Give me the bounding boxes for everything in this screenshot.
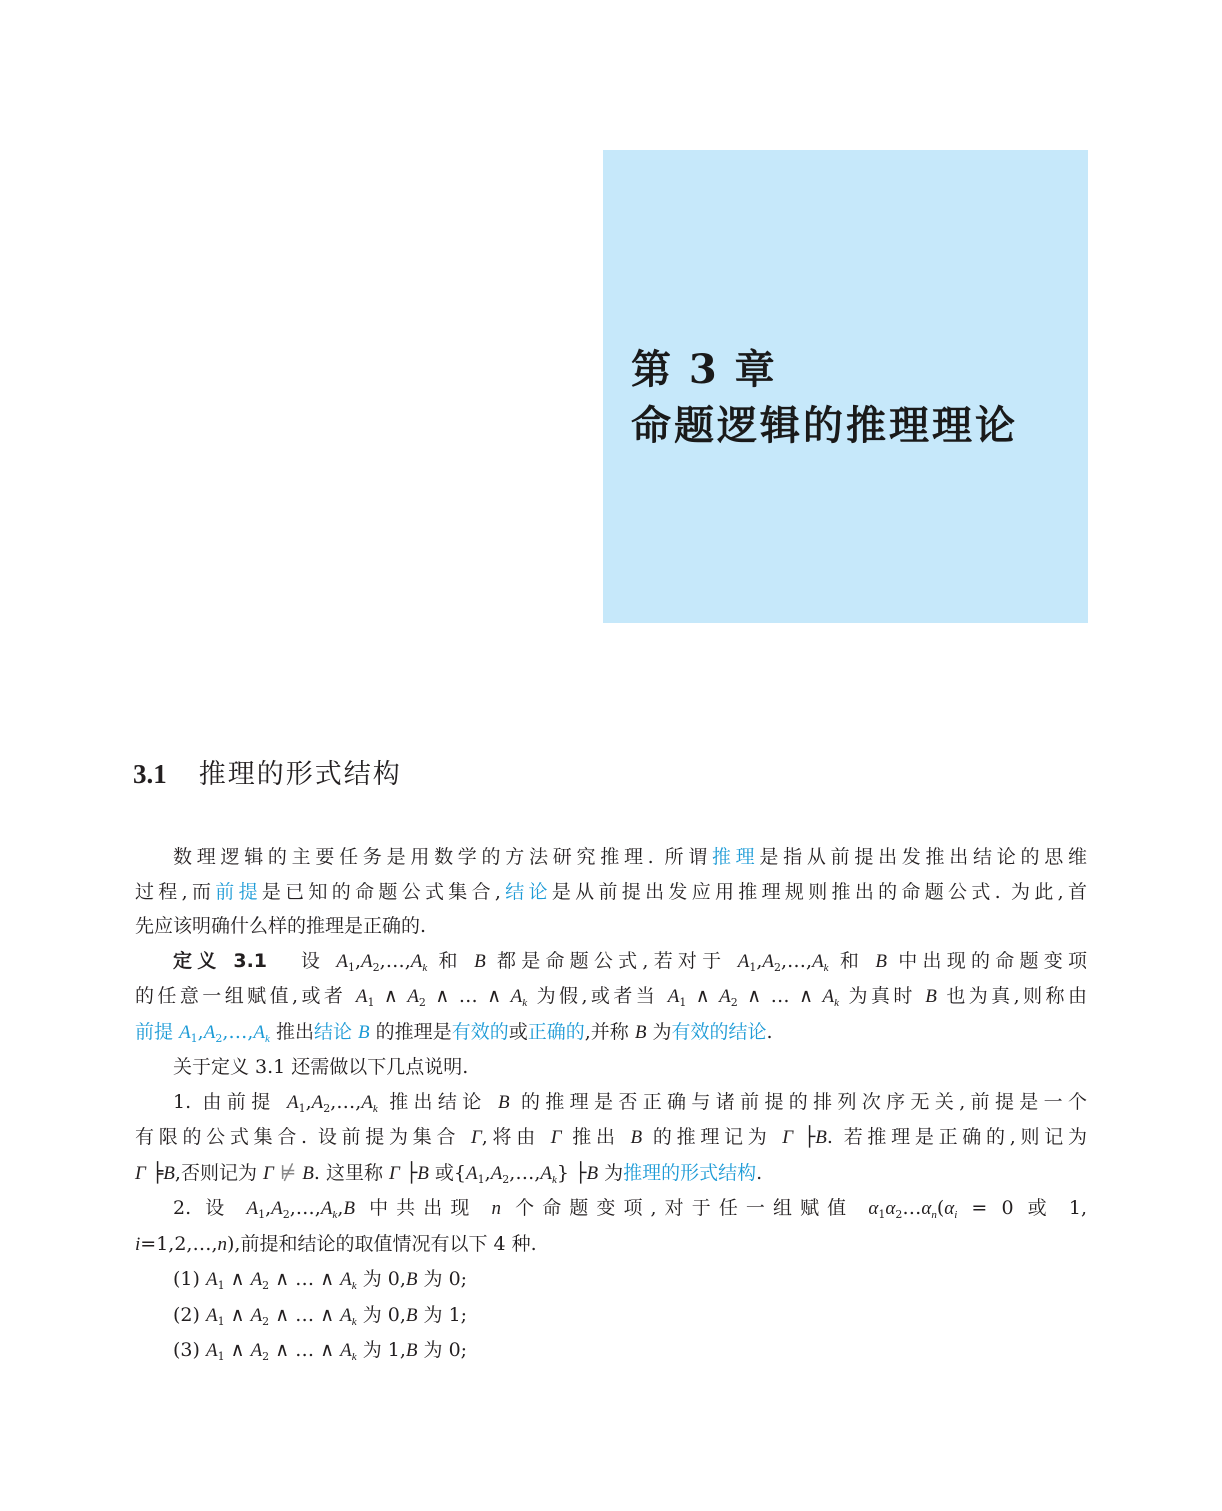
section-heading <box>133 752 402 791</box>
term-premise: 前提 <box>215 880 262 903</box>
definition-3-1: 定义 3.1 设 $A_1,A_2,\dots,A_k$ 和 B 都是命题公式,若对于 $A_1,A_2,\dots,A_k$ 和 B 中出现的命题变项 的任意一组赋值,或者 $A_1$ ∧ $A_2$ ∧ … ∧ $A_k$ 为假,或者当 $A_1$ ∧ $A_2$ ∧ … ∧ $A_k$ 为真时 B 也为真,则称由 前提 $A_1,A_2,\dots,A_k$ 推出结论 B 的推理是有效的或正确的,并称 B 为有效的结论. <box>135 949 1087 1045</box>
chapter-title: 命题逻辑的推理理论 <box>631 402 1018 449</box>
chapter-number: 第 3 章 <box>631 346 777 393</box>
body-text <box>135 840 1087 1369</box>
term-conclusion: 结论 <box>500 880 552 903</box>
section-number: 3.1 <box>133 759 167 789</box>
term-form-structure: 推理的形式结构 <box>623 1161 757 1184</box>
note-1: 1. 由前提 $A_1,A_2,\dots,A_k$ 推出结论 B 的推理是否正确与诸前提的排列次序无关,前提是一个 有限的公式集合. 设前提为集合 Γ,将由 Γ 推出 B 的推理记为 Γ ├B. 若推理是正确的,则记为 Γ ╞B,否则记为 Γ ⊭ B. 这里称 Γ ├B 或$\{A_1,A_2,\dots,A_k\}$ ├B 为推理的形式结构. <box>135 1090 1087 1186</box>
note-2: 2. 设 $A_1,A_2,\dots,A_k,B$ 中共出现 n 个命题变项,对于任一组赋值 $\alpha_1\alpha_2\dots\alpha_n(\alpha_i = 0$ 或 1, i=1,2,…,n),前提和结论的取值情况有以下 4 种. <box>135 1197 1087 1255</box>
term-correct: 正确的 <box>527 1020 585 1043</box>
definition-label: 定义 3.1 <box>173 949 268 972</box>
chapter-title-box <box>603 150 1088 623</box>
case-2: (2) $A_1$ ∧ $A_2$ ∧ … ∧ $A_k$ 为 0,B 为 1; <box>173 1303 468 1328</box>
case-1: (1) $A_1$ ∧ $A_2$ ∧ … ∧ $A_k$ 为 0,B 为 0; <box>173 1268 468 1292</box>
term-valid-conclusion: 有效的结论 <box>671 1020 767 1043</box>
term-inference: 推理 <box>711 846 760 868</box>
case-3: (3) $A_1$ ∧ $A_2$ ∧ … ∧ $A_k$ 为 1,B 为 0; <box>173 1339 468 1363</box>
paragraph-notes-intro: 关于定义 3.1 还需做以下几点说明. <box>173 1056 469 1078</box>
term-valid: 有效的 <box>451 1020 509 1043</box>
def-term-conclusion: 结论 <box>313 1020 352 1043</box>
section-title: 推理的形式结构 <box>198 759 402 790</box>
paragraph-intro: 数理逻辑的主要任务是用数学的方法研究推理. 所谓推理是指从前提出发推出结论的思维 过程,而前提是已知的命题公式集合,结论是从前提出发应用推理规则推出的命题公式. 为此,首 先应该明确什么样的推理是正确的. <box>135 846 1087 937</box>
def-term-premise: 前提 <box>135 1020 174 1043</box>
